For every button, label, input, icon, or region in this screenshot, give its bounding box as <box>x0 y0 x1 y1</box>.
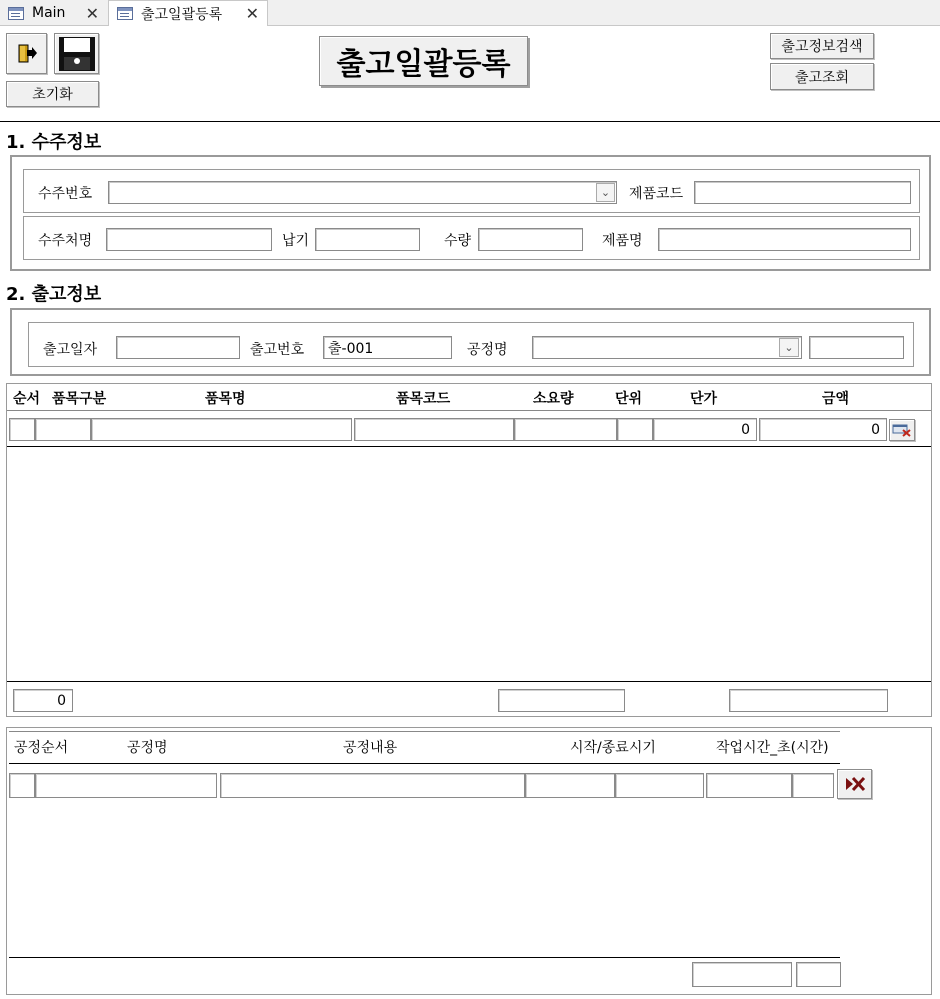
due-field[interactable] <box>315 228 420 251</box>
qty-field[interactable] <box>478 228 583 251</box>
items-footer-divider <box>7 681 931 682</box>
order-no-label: 수주번호 <box>38 186 93 202</box>
process-end-cell[interactable] <box>615 773 704 798</box>
tab-ship-batch[interactable] <box>108 0 268 26</box>
chevron-down-icon[interactable]: ⌄ <box>779 338 799 357</box>
col-header-start-end: 시작/종료시기 <box>570 740 656 756</box>
item-qty-cell[interactable] <box>514 418 617 441</box>
process-header-top <box>9 731 840 732</box>
process-extra-field[interactable] <box>809 336 904 359</box>
process-name-cell[interactable] <box>35 773 217 798</box>
col-header-seq: 순서 <box>13 391 41 407</box>
tab-ship-batch-label: 출고일괄등록 <box>141 6 223 23</box>
process-footer-divider <box>9 957 840 958</box>
form-title: 출고일괄등록 <box>319 36 528 86</box>
delete-row-icon <box>844 775 866 793</box>
process-total-hours-field[interactable] <box>796 962 841 987</box>
col-header-amount: 금액 <box>822 391 850 407</box>
exit-button[interactable] <box>6 33 47 74</box>
col-header-process-content: 공정내용 <box>343 740 398 756</box>
ship-no-label: 출고번호 <box>250 342 305 358</box>
product-name-field[interactable] <box>658 228 911 251</box>
col-header-item-type: 품목구분 <box>52 391 107 407</box>
chevron-down-icon[interactable]: ⌄ <box>596 183 615 202</box>
col-header-item-name: 품목명 <box>205 391 246 407</box>
due-label: 납기 <box>282 233 310 249</box>
order-no-combo[interactable] <box>108 181 617 204</box>
items-total-field-2[interactable] <box>729 689 888 712</box>
process-header-divider <box>9 763 840 764</box>
delete-item-button[interactable] <box>889 419 915 441</box>
col-header-unit: 단위 <box>615 391 643 407</box>
ship-date-label: 출고일자 <box>43 342 98 358</box>
process-subform <box>6 727 932 995</box>
col-header-item-code: 품목코드 <box>396 391 451 407</box>
item-unit-cell[interactable] <box>617 418 653 441</box>
process-total-seconds-field[interactable] <box>692 962 792 987</box>
close-icon[interactable]: ✕ <box>85 3 99 23</box>
process-seconds-cell[interactable] <box>706 773 792 798</box>
ship-info-search-button[interactable]: 출고정보검색 <box>770 33 874 59</box>
items-header-divider <box>7 410 931 411</box>
ship-no-field[interactable]: 출-001 <box>323 336 452 359</box>
save-button[interactable] <box>54 33 99 74</box>
header-divider <box>0 121 940 122</box>
delete-process-button[interactable] <box>837 769 872 799</box>
exit-door-icon <box>16 43 38 65</box>
floppy-disk-icon <box>58 36 96 72</box>
items-row-divider <box>7 446 931 447</box>
ship-date-field[interactable] <box>116 336 240 359</box>
ship-lookup-button[interactable]: 출고조회 <box>770 63 874 90</box>
item-name-cell[interactable] <box>91 418 352 441</box>
delete-row-icon <box>892 423 912 437</box>
product-code-label: 제품코드 <box>629 186 684 202</box>
customer-label: 수주처명 <box>38 233 93 249</box>
item-type-cell[interactable] <box>35 418 91 441</box>
tab-main[interactable] <box>0 0 107 26</box>
item-seq-cell[interactable] <box>9 418 35 441</box>
item-unit-price-cell[interactable]: 0 <box>653 418 757 441</box>
item-code-cell[interactable] <box>354 418 514 441</box>
form-icon <box>117 7 133 20</box>
close-icon[interactable]: ✕ <box>245 4 259 23</box>
tab-main-label: Main <box>32 5 66 21</box>
reset-button[interactable]: 초기화 <box>6 81 99 107</box>
process-name-combo[interactable] <box>532 336 802 359</box>
process-seq-cell[interactable] <box>9 773 35 798</box>
items-count-field[interactable]: 0 <box>13 689 73 712</box>
col-header-work-time: 작업시간_초(시간) <box>716 740 829 756</box>
section2-title: 2. 출고정보 <box>6 284 102 305</box>
col-header-unit-price: 단가 <box>690 391 718 407</box>
product-code-field[interactable] <box>694 181 911 204</box>
section1-title: 1. 수주정보 <box>6 132 102 153</box>
col-header-process-order: 공정순서 <box>14 740 69 756</box>
item-amount-cell[interactable]: 0 <box>759 418 887 441</box>
process-content-cell[interactable] <box>220 773 525 798</box>
customer-field[interactable] <box>106 228 272 251</box>
qty-label: 수량 <box>444 233 472 249</box>
process-name-label: 공정명 <box>467 342 508 358</box>
form-icon <box>8 7 24 20</box>
col-header-process-name: 공정명 <box>127 740 168 756</box>
col-header-required-qty: 소요량 <box>533 391 574 407</box>
product-name-label: 제품명 <box>602 233 643 249</box>
process-start-cell[interactable] <box>525 773 615 798</box>
process-hours-cell[interactable] <box>792 773 834 798</box>
items-total-field-1[interactable] <box>498 689 625 712</box>
